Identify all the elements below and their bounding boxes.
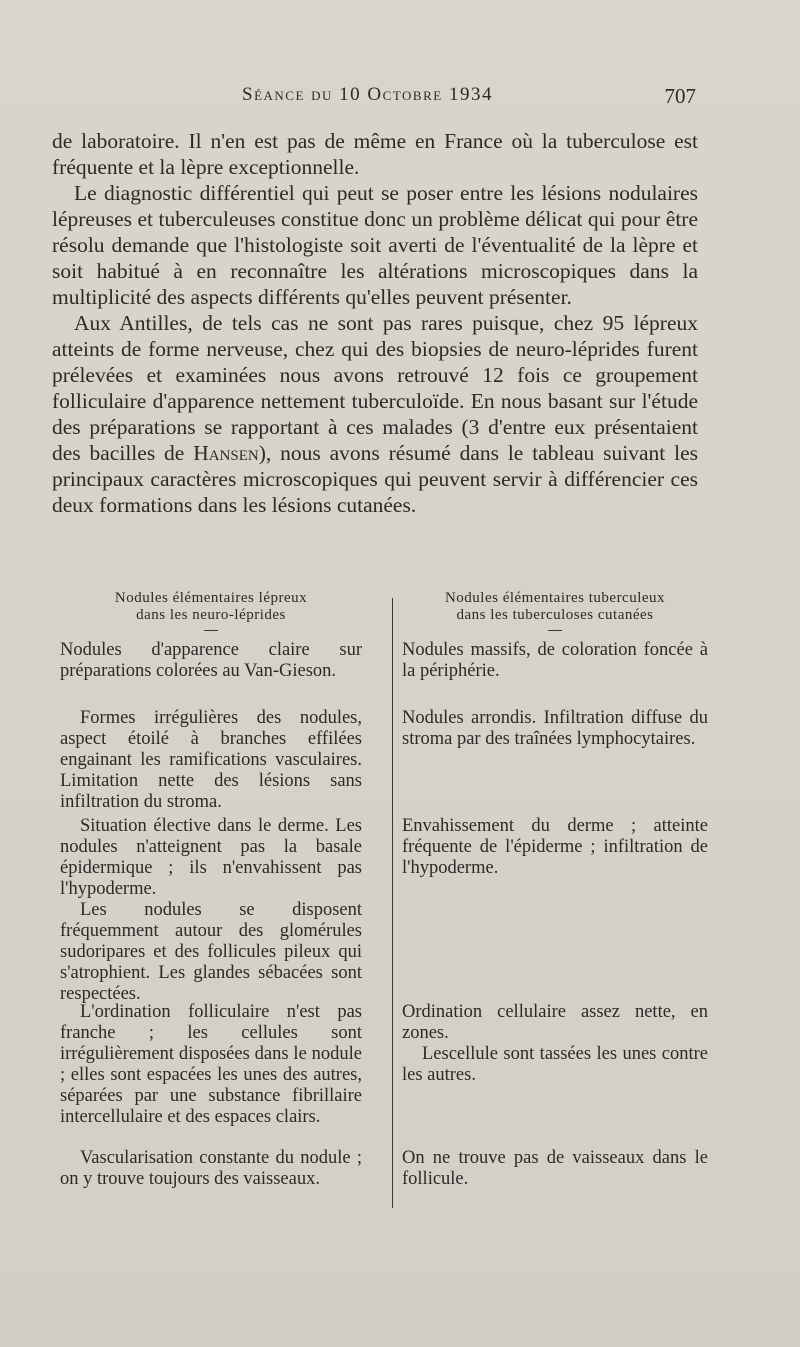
right-cell-5: On ne trouve pas de vaisseaux dans le follicule. xyxy=(402,1148,708,1189)
page-number: 707 xyxy=(664,84,696,108)
left-cell-3: Situation élective dans le derme. Les nodules n'atteignent pas la basale épidermique ; ils n'envahissent pas l'hypoderme. xyxy=(60,816,362,899)
left-cell-5: L'ordination folliculaire n'est pas franche ; les cellules sont irrégulièrement disposées dans le nodule ; elles sont espacées les unes des autres, séparées par une substance fibrillaire intercellulaire et des espaces clairs. xyxy=(60,1002,362,1127)
left-cell-1: Nodules d'apparence claire sur préparations colorées au Van-Gieson. xyxy=(60,640,362,681)
right-column-heading xyxy=(402,590,708,626)
left-cell-6: Vascularisation constante du nodule ; on y trouve toujours des vaisseaux. xyxy=(60,1148,362,1189)
right-cell-2: Nodules arrondis. Infiltration diffuse du stroma par des traînées lymphocytaires. xyxy=(402,708,708,749)
paragraph-3 xyxy=(52,310,698,518)
paragraph-2: Le diagnostic différentiel qui peut se poser entre les lésions nodulaires lépreuses et tuberculeuses constitue donc un problème délicat qui pour être résolu demande que l'histologiste soit averti de l'éventualité de la lèpre et soit habitué à en reconnaître les altérations microscopiques dans la multiplicité des aspects différents qu'elles peuvent présenter. xyxy=(52,181,698,309)
comparison-table xyxy=(58,590,708,1230)
left-column-heading xyxy=(60,590,362,626)
paragraph-3-part-a: Aux Antilles, de tels cas ne sont pas rares puisque, chez 95 lépreux atteints de forme nerveuse, chez qui des biopsies de neuro-léprides furent prélevées et examinées nous avons retrouvé 12 fois ce groupement folliculaire d'apparence nettement tuberculoïde. En nous basant sur l'étude des préparations se rapportant à ces malades (3 d'entre eux présentaient des bacilles de xyxy=(52,311,698,465)
paragraph-3-part-b: ), nous avons résumé dans le tableau suivant les principaux caractères microscopiques qui peuvent servir à différencier ces deux formations dans les lésions cutanées. xyxy=(52,441,698,517)
left-column xyxy=(60,590,362,1189)
body-text xyxy=(52,128,698,518)
left-heading-dash xyxy=(204,630,218,631)
right-cell-4-line-1: Ordination cellulaire assez nette, en zones. xyxy=(402,1002,708,1043)
right-cell-3: Envahissement du derme ; atteinte fréquente de l'épiderme ; infiltration de l'hypoderme. xyxy=(402,816,708,878)
left-cell-4: Les nodules se disposent fréquemment autour des glomérules sudoripares et des follicules pileux qui s'atrophient. Les glandes sébacées sont respectées. xyxy=(60,900,362,1004)
left-heading-line-2: dans les neuro-léprides xyxy=(136,607,286,623)
right-heading-line-2: dans les tuberculoses cutanées xyxy=(456,607,654,623)
left-heading-line-1: Nodules élémentaires lépreux xyxy=(114,590,308,606)
author-name-hansen: Hansen xyxy=(193,441,259,465)
running-title: Séance du 10 Octobre 1934 xyxy=(242,84,493,105)
paragraph-1: de laboratoire. Il n'en est pas de même en France où la tuberculose est fréquente et la lèpre exceptionnelle. xyxy=(52,129,698,179)
right-column xyxy=(402,590,708,1189)
left-cell-2: Formes irrégulières des nodules, aspect étoilé à branches effilées engainant les ramifications vasculaires. Limitation nette des lésions sans infiltration du stroma. xyxy=(60,708,362,812)
right-heading-dash xyxy=(548,630,562,631)
page-header xyxy=(0,84,800,114)
right-heading-line-1: Nodules élémentaires tuberculeux xyxy=(444,590,666,606)
right-cell-1: Nodules massifs, de coloration foncée à la périphérie. xyxy=(402,640,708,681)
right-cell-4 xyxy=(402,1002,708,1086)
right-cell-4-line-2: Lescellule sont tassées les unes contre les autres. xyxy=(402,1044,708,1085)
column-divider xyxy=(392,598,393,1208)
